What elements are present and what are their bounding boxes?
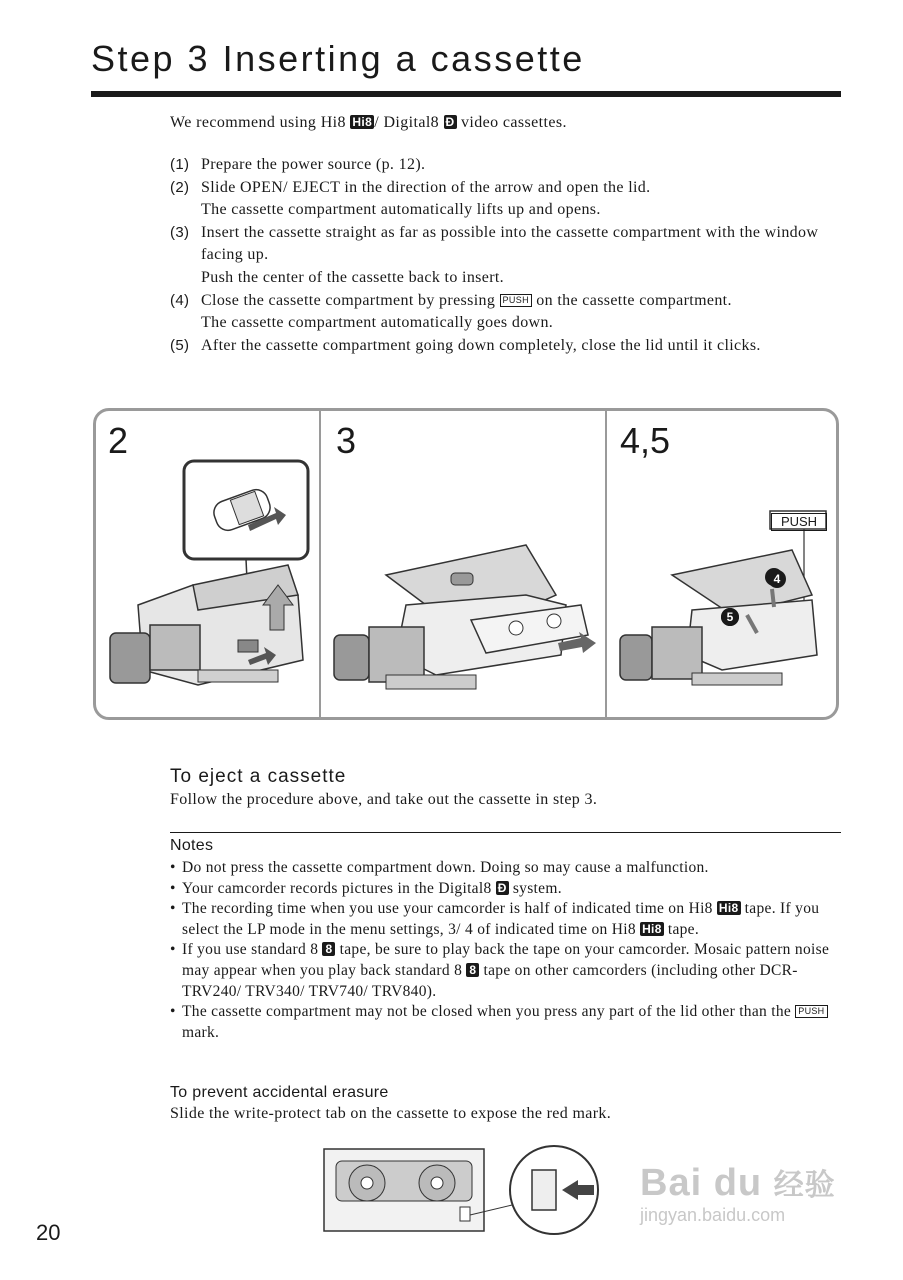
push-callout-label: PUSH (771, 513, 827, 531)
step-item (170, 154, 850, 177)
baidu-watermark (640, 1160, 836, 1226)
note-text-after: mark. (182, 1023, 220, 1041)
step-text: Insert the cassette straight as far as possible into the cassette compartment with the window facing up. (201, 223, 819, 264)
camcorder-open-lid-illustration (98, 455, 316, 710)
note-text-before: Your camcorder records pictures in the Digital8 (182, 879, 496, 897)
notes-divider (170, 832, 841, 833)
panel-label-4-5: 4,5 (620, 420, 671, 461)
note-text-before: The cassette compartment may not be closed when you press any part of the lid other than the (182, 1003, 796, 1021)
panel-label-2: 2 (108, 420, 129, 461)
step-item (170, 335, 850, 358)
note-item (170, 858, 850, 879)
push-key-icon: PUSH (500, 294, 532, 307)
intro-text-after: video cassettes. (456, 114, 567, 131)
intro-text-mid: / Digital8 (374, 114, 444, 131)
title-rule (91, 91, 841, 97)
note-text-c: tape on other camcorders (including other DCR-TRV240/ TRV340/ TRV740/ TRV840). (182, 961, 798, 1000)
step-subtext: The cassette compartment automatically goes down. (201, 314, 554, 332)
eject-text: Follow the procedure above, and take out the cassette in step 3. (170, 791, 598, 808)
note-text-b: tape, be sure to play back the tape on your camcorder. Mosaic pattern noise may appear when you play back standard 8 (182, 941, 830, 979)
panel-divider (605, 410, 607, 720)
step-number: (1) (170, 156, 190, 173)
step-item (170, 290, 850, 335)
note-text-a: If you use standard 8 (182, 941, 323, 959)
note-text: Do not press the cassette compartment down. Doing so may cause a malfunction. (182, 859, 709, 876)
panel-label-3: 3 (336, 420, 357, 461)
camcorder-close-compartment-illustration (612, 505, 834, 705)
step-number: (4) (170, 291, 190, 309)
step-subtext: Push the center of the cassette back to insert. (201, 268, 505, 286)
panel-divider (319, 410, 321, 720)
hi8-logo: Hi8 (352, 115, 373, 129)
watermark-brand: Bai du (640, 1162, 763, 1204)
page-number: 20 (36, 1220, 61, 1245)
step-number: (5) (170, 336, 190, 354)
digital8-logo: Ð (445, 115, 455, 129)
callout-5-badge: 5 (721, 608, 739, 626)
watermark-brand-cn: 经验 (773, 1169, 836, 1202)
step-number: (2) (170, 178, 190, 196)
step-text: Slide OPEN/ EJECT in the direction of the arrow and open the lid. (201, 178, 651, 196)
hi8-logo: Hi8 (642, 921, 662, 936)
step-text: After the cassette compartment going down completely, close the lid until it clicks. (201, 336, 761, 354)
step-text-before: Close the cassette compartment by pressing (201, 291, 500, 309)
step-text: Prepare the power source (p. 12). (201, 156, 426, 173)
eject-heading: To eject a cassette (170, 766, 347, 787)
note-text-a: The recording time when you use your camcorder is half of indicated time on Hi8 (182, 900, 717, 918)
standard8-logo: 8 (466, 963, 479, 977)
note-item (170, 1002, 850, 1043)
step-item (170, 222, 850, 290)
note-item (170, 899, 850, 940)
step-text-after: on the cassette compartment. (531, 291, 732, 309)
note-item (170, 879, 850, 900)
note-item (170, 940, 850, 1002)
erasure-text: Slide the write-protect tab on the cassette to expose the red mark. (170, 1105, 612, 1122)
watermark-url: jingyan.baidu.com (640, 1205, 786, 1225)
note-text-c: tape. (663, 920, 700, 938)
erasure-heading: To prevent accidental erasure (170, 1084, 389, 1101)
step-number: (3) (170, 223, 190, 241)
step-subtext: The cassette compartment automatically lifts up and opens. (201, 201, 601, 219)
step-item (170, 177, 850, 222)
camcorder-insert-cassette-illustration (326, 535, 601, 705)
push-key-icon: PUSH (795, 1005, 827, 1018)
standard8-logo: 8 (322, 942, 335, 956)
notes-list (170, 858, 850, 1043)
note-text-b: tape. If you select the LP mode in the menu settings, 3/ 4 of indicated time on Hi8 (182, 900, 820, 938)
step-list (170, 154, 850, 357)
page-title: Step 3 Inserting a cassette (91, 38, 585, 79)
note-text-after: system. (508, 879, 562, 897)
intro-text-before: We recommend using Hi8 (170, 114, 351, 131)
digital8-logo: Ð (497, 880, 507, 895)
intro-text (170, 114, 567, 132)
cassette-write-protect-illustration (322, 1145, 612, 1235)
notes-heading: Notes (170, 837, 214, 854)
callout-4-badge: 4 (768, 570, 786, 588)
hi8-logo: Hi8 (718, 901, 739, 916)
